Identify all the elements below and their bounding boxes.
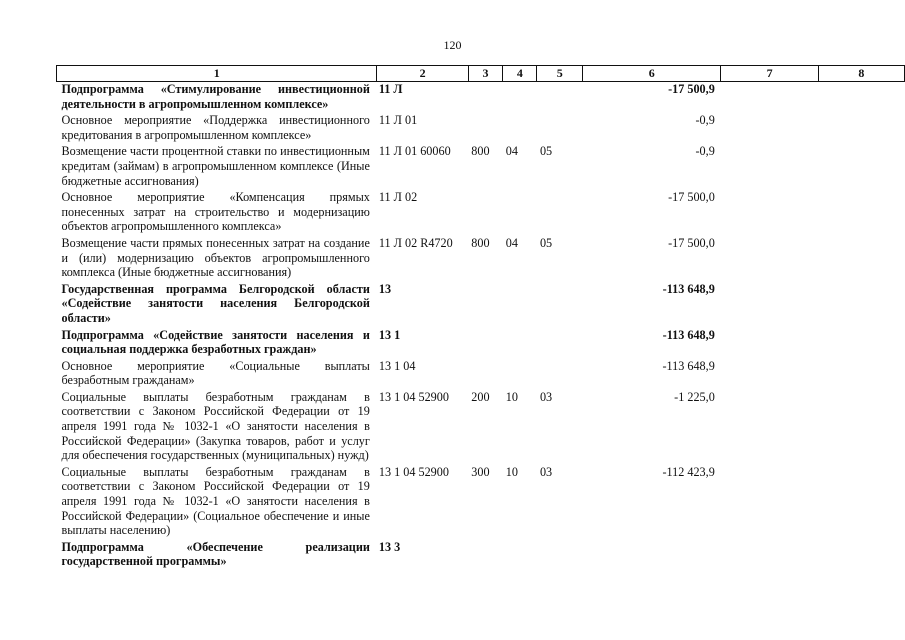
row-col5: 05 [539,235,553,250]
row-col7 [721,390,819,465]
row-code: 11 Л 02 [378,190,418,205]
row-name: Государственная программа Белгородской области «Содействие занятости населения Белгородской области» [61,281,370,325]
row-col7 [721,144,819,190]
row-code: 13 [378,281,392,296]
row-col8 [818,328,904,359]
row-amount: -113 648,9 [662,327,715,342]
row-code: 11 Л [378,82,403,96]
page-number: 120 [443,38,462,52]
table-row [57,144,905,190]
row-amount: -113 648,9 [662,358,715,373]
row-name: Основное мероприятие «Компенсация прямых понесенных затрат на строительство и модернизацию объектов агропромышленного комплекса» [61,190,370,234]
row-amount: -113 648,9 [662,281,715,296]
budget-table [56,65,905,571]
row-name: Возмещение части процентной ставки по инвестиционным кредитам (займам) в агропромышленном комплексе (Иные бюджетные ассигнования) [61,144,370,188]
row-col7 [721,82,819,114]
row-name: Подпрограмма «Обеспечение реализации государственной программы» [61,539,370,569]
row-col8 [818,465,904,540]
row-code: 13 1 04 [378,358,416,373]
row-code: 11 Л 01 [378,113,418,128]
table-row [57,328,905,359]
row-code: 11 Л 01 60060 [378,144,451,159]
row-name: Подпрограмма «Содействие занятости населения и социальная поддержка безработных граждан» [61,327,370,357]
row-col5: 05 [539,144,553,159]
table-row [57,359,905,390]
row-col4: 04 [505,235,518,250]
row-col7 [721,190,819,236]
row-col7 [721,359,819,390]
row-col5: 03 [539,464,553,479]
column-header: 1 [57,66,377,82]
row-amount: -0,9 [695,144,715,159]
table-row [57,236,905,282]
row-code: 13 1 04 52900 [378,389,449,404]
column-header: 8 [818,66,904,82]
row-amount [583,540,721,571]
row-col3 [468,282,502,328]
column-header: 3 [468,66,502,82]
row-amount: -17 500,0 [668,190,715,205]
row-col8 [818,282,904,328]
row-col7 [721,465,819,540]
row-name: Основное мероприятие «Социальные выплаты безработным гражданам» [61,358,370,388]
row-col3 [468,190,502,236]
row-col5 [537,282,583,328]
row-code: 13 1 04 52900 [378,464,449,479]
row-name: Социальные выплаты безработным гражданам в соответствии с Законом Российской Федерации от 19 апреля 1991 года № 1032-1 «О занятости населения в Российской Федерации» (Закупка товаров, работ и услуг для обеспечения государственных (муниципальных) нужд) [61,389,370,463]
row-code: 13 3 [378,539,401,554]
column-header: 7 [721,66,819,82]
row-col8 [818,540,904,571]
row-col4 [503,328,537,359]
row-name: Подпрограмма «Стимулирование инвестиционной деятельности в агропромышленном комплексе» [61,82,370,111]
row-name: Социальные выплаты безработным гражданам в соответствии с Законом Российской Федерации от 19 апреля 1991 года № 1032-1 «О занятости населения в Российской Федерации» (Социальное обеспечение и иные выплаты населению) [61,464,370,538]
row-col4: 04 [505,144,518,159]
row-col8 [818,359,904,390]
row-col3: 800 [471,235,490,250]
row-col4 [503,113,537,144]
table-row [57,190,905,236]
row-col5 [537,328,583,359]
row-amount: -0,9 [695,113,715,128]
row-col7 [721,540,819,571]
row-col4: 10 [505,464,518,479]
row-col4 [503,540,537,571]
row-col5 [537,359,583,390]
row-col7 [721,328,819,359]
column-header: 5 [537,66,583,82]
row-name: Возмещение части прямых понесенных затрат на создание и (или) модернизацию объектов агропромышленного комплекса (Иные бюджетные ассигнования) [61,235,370,280]
row-col4 [503,282,537,328]
row-amount: -17 500,0 [668,235,715,250]
row-col8 [818,113,904,144]
row-name: Основное мероприятие «Поддержка инвестиционного кредитования в агропромышленном комплексе» [61,113,370,142]
row-col7 [721,282,819,328]
row-col3 [468,328,502,359]
row-col3 [468,113,502,144]
row-col3 [468,359,502,390]
column-header: 4 [503,66,537,82]
row-col4: 10 [505,389,518,404]
table-row [57,390,905,465]
row-col5 [537,113,583,144]
column-header: 6 [583,66,721,82]
row-amount: -17 500,9 [668,82,715,96]
row-col5 [537,82,583,114]
table-row [57,540,905,571]
row-amount: -1 225,0 [674,389,715,404]
row-col8 [818,390,904,465]
row-col7 [721,236,819,282]
row-col3: 800 [471,144,490,159]
header-row [57,66,905,82]
table-row [57,282,905,328]
row-col8 [818,190,904,236]
row-code: 13 1 [378,327,401,342]
row-amount: -112 423,9 [662,464,715,479]
row-col5 [537,540,583,571]
row-col8 [818,236,904,282]
row-col5 [537,190,583,236]
row-col3: 200 [471,389,490,404]
row-col3 [468,540,502,571]
row-col4 [503,82,537,114]
column-header: 2 [377,66,468,82]
row-col7 [721,113,819,144]
table-body [57,82,905,572]
table-row [57,113,905,144]
row-col3 [468,82,502,114]
row-col3: 300 [471,464,490,479]
row-col8 [818,144,904,190]
row-col8 [818,82,904,114]
row-code: 11 Л 02 R4720 [378,235,453,250]
row-col4 [503,190,537,236]
row-col4 [503,359,537,390]
table-row [57,465,905,540]
table-row [57,82,905,114]
row-col5: 03 [539,389,553,404]
